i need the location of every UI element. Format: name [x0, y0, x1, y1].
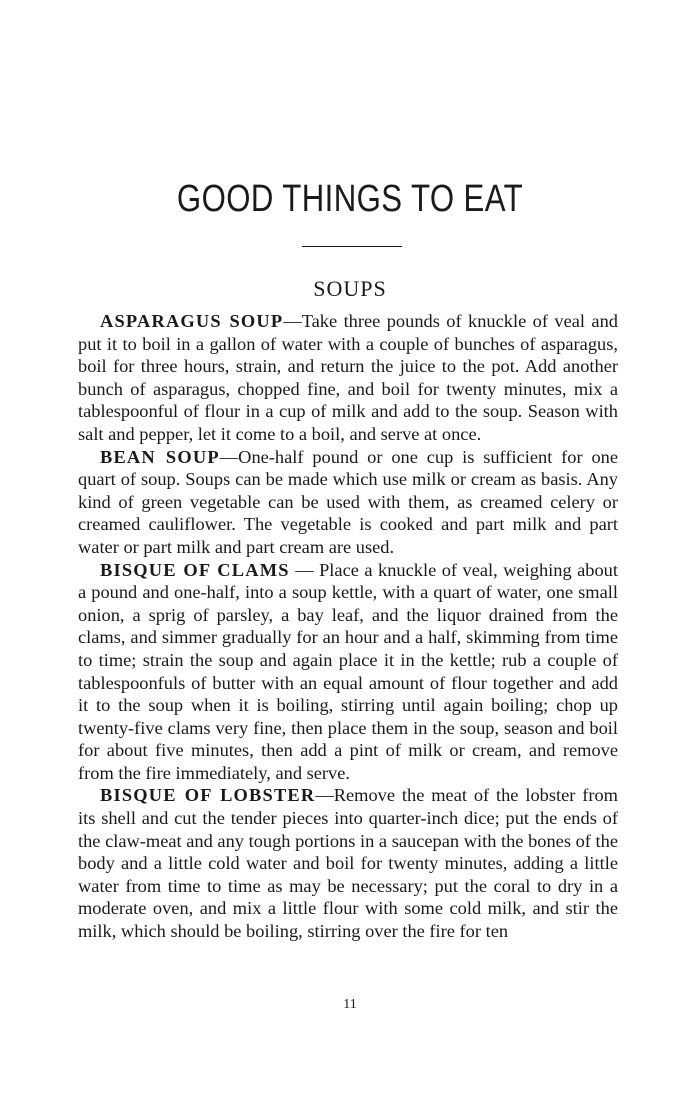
recipe-entry-bisque-of-lobster: [78, 784, 618, 942]
recipe-text: — Place a knuckle of veal, weighing about a pound and one-half, into a soup kettle, with a quart of water, one small onion, a sprig of parsley, a bay leaf, and the liquor drained from the clams, and simmer gradually for an hour and a half, skimming from time to time; strain the soup and again place it in the kettle; rub a couple of tablespoonfuls of butter with an equal amount of flour together and add it to the soup when it is boiling, stirring until again boiling; chop up twenty-five clams very fine, then place them in the soup, season and boil for about five minutes, then add a pint of milk or cream, and remove from the fire immediately, and serve.: [78, 559, 618, 783]
recipe-text: —Remove the meat of the lobster from its shell and cut the tender pieces into quarter-inch dice; put the ends of the claw-meat and any tough portions in a saucepan with the bones of the body and a little cold water and boil for twenty minutes, adding a little water from time to time as may be necessary; put the coral to dry in a moderate oven, and mix a little flour with some cold milk, and stir the milk, which should be boiling, stirring over the fire for ten: [78, 785, 618, 942]
recipe-title: BISQUE OF CLAMS: [100, 559, 290, 580]
recipe-text: —One-half pound or one cup is sufficient for one quart of soup. Soups can be made which use milk or cream as basis. Any kind of green vegetable can be used with them, as creamed celery or creamed cauliflower. The vegetable is cooked and part milk and part water or part milk and part cream are used.: [78, 446, 618, 557]
page-number: 11: [343, 997, 357, 1012]
book-title: GOOD THINGS TO EAT: [176, 178, 524, 220]
recipe-title: BISQUE OF LOBSTER: [100, 785, 316, 806]
recipe-entry-bean-soup: [78, 446, 618, 559]
recipe-text: —Take three pounds of knuckle of veal and put it to boil in a gallon of water with a couple of bunches of asparagus, boil for three hours, strain, and return the juice to the pot. Add another bunch of asparagus, chopped fine, and boil for twenty minutes, mix a tablespoonful of flour in a cup of milk and add to the soup. Season with salt and pepper, let it come to a boil, and serve at once.: [78, 311, 618, 444]
recipe-title: ASPARAGUS SOUP: [100, 311, 284, 331]
recipe-title: BEAN SOUP: [100, 446, 220, 467]
recipe-entry-asparagus-soup: [78, 310, 618, 446]
section-heading: SOUPS: [313, 276, 387, 301]
title-divider: [302, 246, 402, 247]
recipe-body: [78, 310, 618, 943]
recipe-entry-bisque-of-clams: [78, 559, 618, 785]
